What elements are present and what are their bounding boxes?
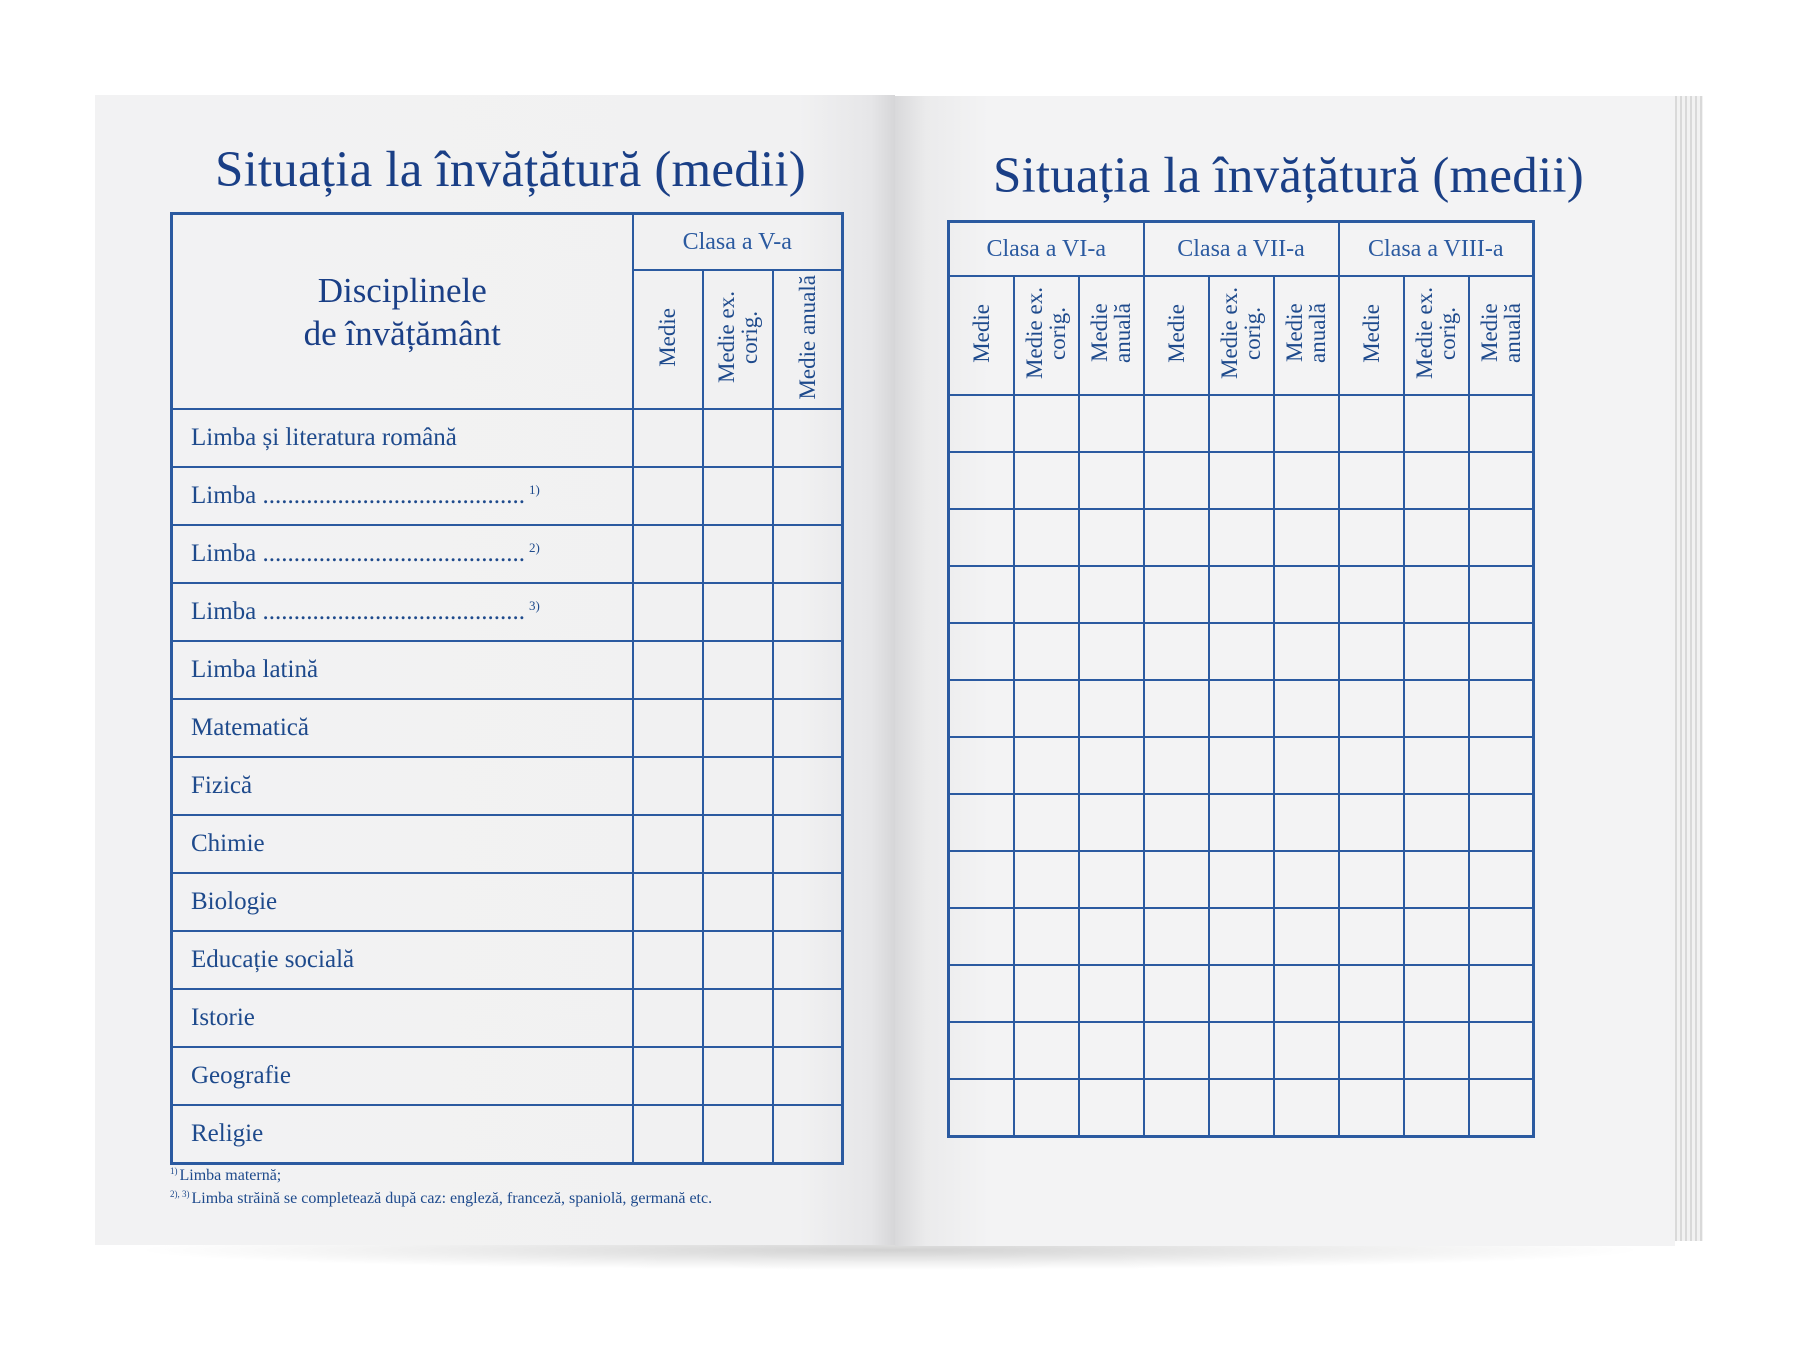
subject-name-cell <box>172 467 633 525</box>
grade-cell[interactable] <box>773 815 843 873</box>
grade-cell[interactable] <box>633 583 703 641</box>
left-page <box>95 95 895 1245</box>
grade-row <box>949 851 1534 908</box>
subject-name: Istorie <box>191 1004 255 1031</box>
footnote-text: Limba străină se completează după caz: engleză, franceză, spaniolă, germană etc. <box>191 1190 713 1207</box>
grade-cell[interactable] <box>1274 794 1339 851</box>
grade-cell[interactable] <box>1079 965 1144 1022</box>
subject-row <box>172 1047 843 1105</box>
grade-cell[interactable] <box>949 851 1014 908</box>
grade-cell[interactable] <box>1339 680 1404 737</box>
subject-name: Limba .......................................... <box>191 598 526 625</box>
grade-cell[interactable] <box>633 815 703 873</box>
grade-cell[interactable] <box>633 757 703 815</box>
grade-cell[interactable] <box>949 509 1014 566</box>
grade-cell[interactable] <box>1014 1079 1079 1137</box>
grade-cell[interactable] <box>1404 737 1469 794</box>
subject-name-cell <box>172 409 633 467</box>
grade-cell[interactable] <box>949 908 1014 965</box>
grade-cell[interactable] <box>1209 737 1274 794</box>
grade-cell[interactable] <box>773 699 843 757</box>
grade-cell[interactable] <box>1274 452 1339 509</box>
column-header-label: Medie anuală <box>1087 303 1135 364</box>
subject-name-cell <box>172 873 633 931</box>
grade-cell[interactable] <box>1274 509 1339 566</box>
subject-name: Educație socială <box>191 946 355 973</box>
grade-cell[interactable] <box>1339 737 1404 794</box>
grade-cell[interactable] <box>1014 623 1079 680</box>
grade-cell[interactable] <box>1339 395 1404 452</box>
grade-cell[interactable] <box>1274 395 1339 452</box>
grade-cell[interactable] <box>1144 737 1209 794</box>
grade-cell[interactable] <box>1404 1022 1469 1079</box>
subjects-header-line2: de învățământ <box>303 313 501 353</box>
grade-cell[interactable] <box>1339 794 1404 851</box>
column-header-label: Medie <box>655 307 680 367</box>
grade-cell[interactable] <box>1469 1079 1534 1137</box>
column-header-label: Medie <box>1163 303 1189 363</box>
grade-cell[interactable] <box>949 1022 1014 1079</box>
grade-cell[interactable] <box>1144 566 1209 623</box>
subject-name-cell <box>172 1047 633 1105</box>
grade-row <box>949 794 1534 851</box>
subject-name-cell <box>172 815 633 873</box>
grade-row <box>949 965 1534 1022</box>
grade-cell[interactable] <box>1014 851 1079 908</box>
grade-cell[interactable] <box>1339 1079 1404 1137</box>
subject-name-cell <box>172 525 633 583</box>
grade-cell[interactable] <box>949 623 1014 680</box>
column-header-label: Medie ex. corig. <box>1022 287 1070 379</box>
grade-cell[interactable] <box>1079 452 1144 509</box>
grade-cell[interactable] <box>1144 851 1209 908</box>
subject-name: Limba și literatura română <box>191 424 457 451</box>
grade-cell[interactable] <box>1404 851 1469 908</box>
subject-name-cell <box>172 699 633 757</box>
grade-cell[interactable] <box>1079 1079 1144 1137</box>
grade-cell[interactable] <box>633 873 703 931</box>
grade-cell[interactable] <box>1209 680 1274 737</box>
subject-name-cell <box>172 931 633 989</box>
grade-cell[interactable] <box>1079 908 1144 965</box>
grade-cell[interactable] <box>1014 908 1079 965</box>
column-header <box>1144 276 1209 395</box>
subject-row <box>172 757 843 815</box>
grade-cell[interactable] <box>1014 1022 1079 1079</box>
grade-cell[interactable] <box>1014 509 1079 566</box>
grade-cell[interactable] <box>1014 680 1079 737</box>
column-header <box>1469 276 1534 395</box>
footnote-mark: 1) <box>529 482 540 497</box>
grade-cell[interactable] <box>703 641 773 699</box>
subject-name-cell <box>172 641 633 699</box>
grade-cell[interactable] <box>1209 395 1274 452</box>
subject-name: Limba .......................................... <box>191 540 526 567</box>
grade-cell[interactable] <box>1339 566 1404 623</box>
grades-table-class-5 <box>170 212 844 1165</box>
grade-cell[interactable] <box>1469 509 1534 566</box>
grade-cell[interactable] <box>703 1105 773 1164</box>
grade-cell[interactable] <box>1209 1079 1274 1137</box>
grade-row <box>949 395 1534 452</box>
column-header-label: Medie <box>968 303 994 363</box>
footnote-text: Limba maternă; <box>179 1167 282 1184</box>
subject-row <box>172 525 843 583</box>
grade-row <box>949 452 1534 509</box>
grade-cell[interactable] <box>1079 395 1144 452</box>
column-header-label: Medie <box>1358 303 1384 363</box>
grade-cell[interactable] <box>773 873 843 931</box>
grade-cell[interactable] <box>1079 737 1144 794</box>
grade-cell[interactable] <box>703 583 773 641</box>
grade-cell[interactable] <box>1469 1022 1534 1079</box>
subject-name: Fizică <box>191 772 253 799</box>
grade-cell[interactable] <box>1469 908 1534 965</box>
grade-cell[interactable] <box>1209 851 1274 908</box>
grade-cell[interactable] <box>1404 794 1469 851</box>
class-header: Clasa a VI-a <box>949 222 1144 277</box>
grade-row <box>949 623 1534 680</box>
subjects-header-line1: Disciplinele <box>317 270 487 310</box>
grade-cell[interactable] <box>1209 623 1274 680</box>
subject-row <box>172 1105 843 1164</box>
grade-cell[interactable] <box>1339 509 1404 566</box>
column-header-label: Medie ex. corig. <box>1412 287 1460 379</box>
grade-cell[interactable] <box>949 395 1014 452</box>
right-page <box>895 96 1675 1246</box>
grade-cell[interactable] <box>633 1105 703 1164</box>
grade-cell[interactable] <box>949 794 1014 851</box>
grade-cell[interactable] <box>1274 566 1339 623</box>
grade-cell[interactable] <box>1404 965 1469 1022</box>
column-header <box>773 270 843 409</box>
grade-cell[interactable] <box>1014 794 1079 851</box>
grade-cell[interactable] <box>1079 509 1144 566</box>
grade-cell[interactable] <box>1339 1022 1404 1079</box>
grade-cell[interactable] <box>1209 965 1274 1022</box>
grade-row <box>949 737 1534 794</box>
footnote-marker: 2), 3) <box>170 1189 190 1199</box>
column-header <box>1014 276 1079 395</box>
grade-cell[interactable] <box>1339 908 1404 965</box>
grade-cell[interactable] <box>1144 623 1209 680</box>
footnote-mark: 2) <box>529 540 540 555</box>
grade-cell[interactable] <box>703 467 773 525</box>
column-header <box>1274 276 1339 395</box>
left-page-title: Situația la învățătură (medii) <box>215 142 806 198</box>
grade-cell[interactable] <box>1014 452 1079 509</box>
subject-name: Biologie <box>191 888 278 915</box>
grade-cell[interactable] <box>1469 623 1534 680</box>
grade-cell[interactable] <box>1469 680 1534 737</box>
grade-cell[interactable] <box>1469 395 1534 452</box>
grade-cell[interactable] <box>1014 737 1079 794</box>
grade-cell[interactable] <box>633 989 703 1047</box>
grade-cell[interactable] <box>1014 566 1079 623</box>
grade-cell[interactable] <box>1339 965 1404 1022</box>
grade-row <box>949 908 1534 965</box>
grade-cell[interactable] <box>1469 737 1534 794</box>
column-header <box>1209 276 1274 395</box>
grade-row <box>949 680 1534 737</box>
grade-cell[interactable] <box>633 1047 703 1105</box>
grade-cell[interactable] <box>703 931 773 989</box>
subject-name: Religie <box>191 1120 264 1147</box>
grade-cell[interactable] <box>1144 509 1209 566</box>
grade-cell[interactable] <box>1079 794 1144 851</box>
grade-cell[interactable] <box>633 699 703 757</box>
subject-name: Matematică <box>191 714 309 741</box>
grade-cell[interactable] <box>949 965 1014 1022</box>
grade-cell[interactable] <box>1209 908 1274 965</box>
grade-cell[interactable] <box>1209 794 1274 851</box>
grade-cell[interactable] <box>1339 851 1404 908</box>
grade-cell[interactable] <box>1209 1022 1274 1079</box>
grade-cell[interactable] <box>1274 1022 1339 1079</box>
grade-cell[interactable] <box>1469 794 1534 851</box>
subject-name: Chimie <box>191 830 265 857</box>
grade-cell[interactable] <box>1144 452 1209 509</box>
grade-cell[interactable] <box>1469 965 1534 1022</box>
grade-cell[interactable] <box>1144 965 1209 1022</box>
grade-cell[interactable] <box>949 566 1014 623</box>
class-header: Clasa a VII-a <box>1144 222 1339 277</box>
subject-name-cell <box>172 757 633 815</box>
grade-cell[interactable] <box>773 583 843 641</box>
grade-cell[interactable] <box>773 525 843 583</box>
subject-row <box>172 931 843 989</box>
grade-cell[interactable] <box>633 467 703 525</box>
grade-row <box>949 1079 1534 1137</box>
grade-cell[interactable] <box>703 409 773 467</box>
grade-cell[interactable] <box>1339 452 1404 509</box>
grade-cell[interactable] <box>1274 737 1339 794</box>
grade-cell[interactable] <box>1079 623 1144 680</box>
column-header-label: Medie ex. corig. <box>713 291 762 383</box>
grade-cell[interactable] <box>1014 395 1079 452</box>
grade-cell[interactable] <box>949 1079 1014 1137</box>
grade-cell[interactable] <box>1339 623 1404 680</box>
grade-cell[interactable] <box>773 641 843 699</box>
subject-row <box>172 699 843 757</box>
grade-row <box>949 509 1534 566</box>
grade-cell[interactable] <box>1404 395 1469 452</box>
subject-row <box>172 641 843 699</box>
grade-cell[interactable] <box>1144 680 1209 737</box>
grade-cell[interactable] <box>1144 1022 1209 1079</box>
grade-cell[interactable] <box>1469 566 1534 623</box>
grade-cell[interactable] <box>703 873 773 931</box>
grade-cell[interactable] <box>949 680 1014 737</box>
grade-cell[interactable] <box>1274 851 1339 908</box>
grade-cell[interactable] <box>773 1047 843 1105</box>
grade-cell[interactable] <box>703 989 773 1047</box>
grade-cell[interactable] <box>1144 908 1209 965</box>
grade-cell[interactable] <box>633 641 703 699</box>
grade-cell[interactable] <box>1404 452 1469 509</box>
grade-cell[interactable] <box>773 931 843 989</box>
subject-row <box>172 409 843 467</box>
grade-cell[interactable] <box>1144 395 1209 452</box>
column-header <box>703 270 773 409</box>
grade-cell[interactable] <box>703 757 773 815</box>
grade-cell[interactable] <box>633 931 703 989</box>
grade-cell[interactable] <box>773 757 843 815</box>
grade-cell[interactable] <box>703 1047 773 1105</box>
grade-cell[interactable] <box>1144 794 1209 851</box>
subject-name-cell <box>172 1105 633 1164</box>
grade-cell[interactable] <box>1079 851 1144 908</box>
column-header <box>949 276 1014 395</box>
subject-row <box>172 989 843 1047</box>
class-header: Clasa a VIII-a <box>1339 222 1534 277</box>
footnotes <box>170 1165 712 1211</box>
subject-row <box>172 583 843 641</box>
subject-row <box>172 815 843 873</box>
grade-cell[interactable] <box>1079 680 1144 737</box>
column-header-label: Medie anuală <box>794 274 820 400</box>
grade-cell[interactable] <box>1469 851 1534 908</box>
grade-row <box>949 566 1534 623</box>
subject-name: Limba latină <box>191 656 319 683</box>
grade-cell[interactable] <box>1209 566 1274 623</box>
footnote-marker: 1) <box>170 1166 178 1176</box>
right-page-title: Situația la învățătură (medii) <box>993 148 1584 204</box>
subject-name-cell <box>172 989 633 1047</box>
footnote-line <box>170 1188 712 1211</box>
footnote-mark: 3) <box>529 598 540 613</box>
footnote-line <box>170 1165 712 1188</box>
grade-cell[interactable] <box>703 525 773 583</box>
grade-cell[interactable] <box>633 525 703 583</box>
grade-cell[interactable] <box>1274 908 1339 965</box>
subjects-header <box>172 214 633 410</box>
grade-cell[interactable] <box>1014 965 1079 1022</box>
grade-cell[interactable] <box>1404 1079 1469 1137</box>
subject-row <box>172 467 843 525</box>
grade-cell[interactable] <box>773 1105 843 1164</box>
grade-cell[interactable] <box>1404 509 1469 566</box>
grade-cell[interactable] <box>1144 1079 1209 1137</box>
grade-cell[interactable] <box>1404 680 1469 737</box>
subject-row <box>172 873 843 931</box>
grade-cell[interactable] <box>949 452 1014 509</box>
grade-cell[interactable] <box>1209 452 1274 509</box>
grade-cell[interactable] <box>1404 623 1469 680</box>
grade-cell[interactable] <box>773 409 843 467</box>
column-header <box>1079 276 1144 395</box>
subject-name-cell <box>172 583 633 641</box>
grade-cell[interactable] <box>1274 680 1339 737</box>
column-header <box>633 270 703 409</box>
column-header-label: Medie anuală <box>1282 303 1330 364</box>
column-header-label: Medie ex. corig. <box>1217 287 1265 379</box>
grade-cell[interactable] <box>1209 509 1274 566</box>
grade-cell[interactable] <box>949 737 1014 794</box>
grade-cell[interactable] <box>1079 1022 1144 1079</box>
grade-cell[interactable] <box>1274 1079 1339 1137</box>
grade-cell[interactable] <box>1274 623 1339 680</box>
grades-table-class-6-8 <box>947 220 1535 1138</box>
grade-cell[interactable] <box>703 699 773 757</box>
class-5-header: Clasa a V-a <box>633 214 843 271</box>
subject-name: Geografie <box>191 1062 291 1089</box>
grade-cell[interactable] <box>773 989 843 1047</box>
grade-cell[interactable] <box>1274 965 1339 1022</box>
grade-cell[interactable] <box>1404 566 1469 623</box>
column-header <box>1339 276 1404 395</box>
subject-name: Limba .......................................... <box>191 482 526 509</box>
column-header <box>1404 276 1469 395</box>
grade-row <box>949 1022 1534 1079</box>
grade-cell[interactable] <box>1079 566 1144 623</box>
grade-cell[interactable] <box>1469 452 1534 509</box>
grade-cell[interactable] <box>703 815 773 873</box>
grade-cell[interactable] <box>773 467 843 525</box>
grade-cell[interactable] <box>1404 908 1469 965</box>
grade-cell[interactable] <box>633 409 703 467</box>
column-header-label: Medie anuală <box>1476 303 1525 364</box>
